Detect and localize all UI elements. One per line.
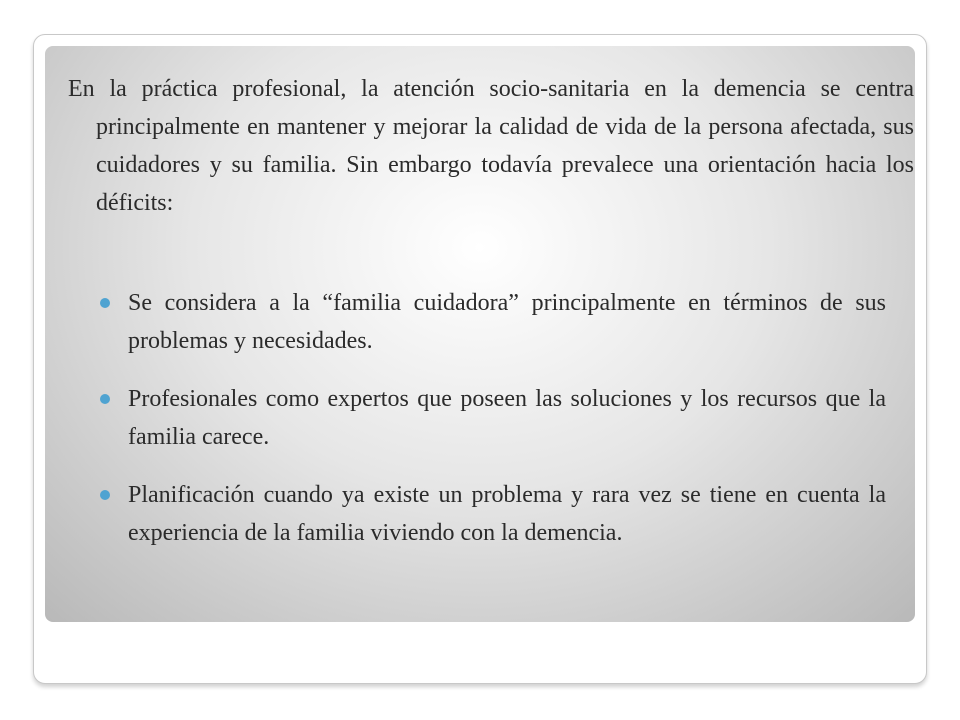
bullet-text: Se considera a la “familia cuidadora” principalmente en términos de sus problemas y necesidades. bbox=[128, 290, 886, 354]
bullet-item bbox=[100, 476, 886, 552]
intro-paragraph: En la práctica profesional, la atención socio-sanitaria en la demencia se centra principalmente en mantener y mejorar la calidad de vida de la persona afectada, sus cuidadores y su familia. Sin embargo todavía prevalece una orientación hacia los déficits: bbox=[68, 76, 914, 216]
bullet-text: Planificación cuando ya existe un problema y rara vez se tiene en cuenta la experiencia de la familia viviendo con la demencia. bbox=[128, 482, 886, 546]
bullet-dot-icon bbox=[100, 394, 110, 404]
bullet-list bbox=[100, 284, 886, 552]
bullet-item bbox=[100, 380, 886, 456]
bullet-dot-icon bbox=[100, 490, 110, 500]
bullet-item bbox=[100, 284, 886, 360]
bullet-dot-icon bbox=[100, 298, 110, 308]
bullet-text: Profesionales como expertos que poseen las soluciones y los recursos que la familia carece. bbox=[128, 386, 886, 450]
